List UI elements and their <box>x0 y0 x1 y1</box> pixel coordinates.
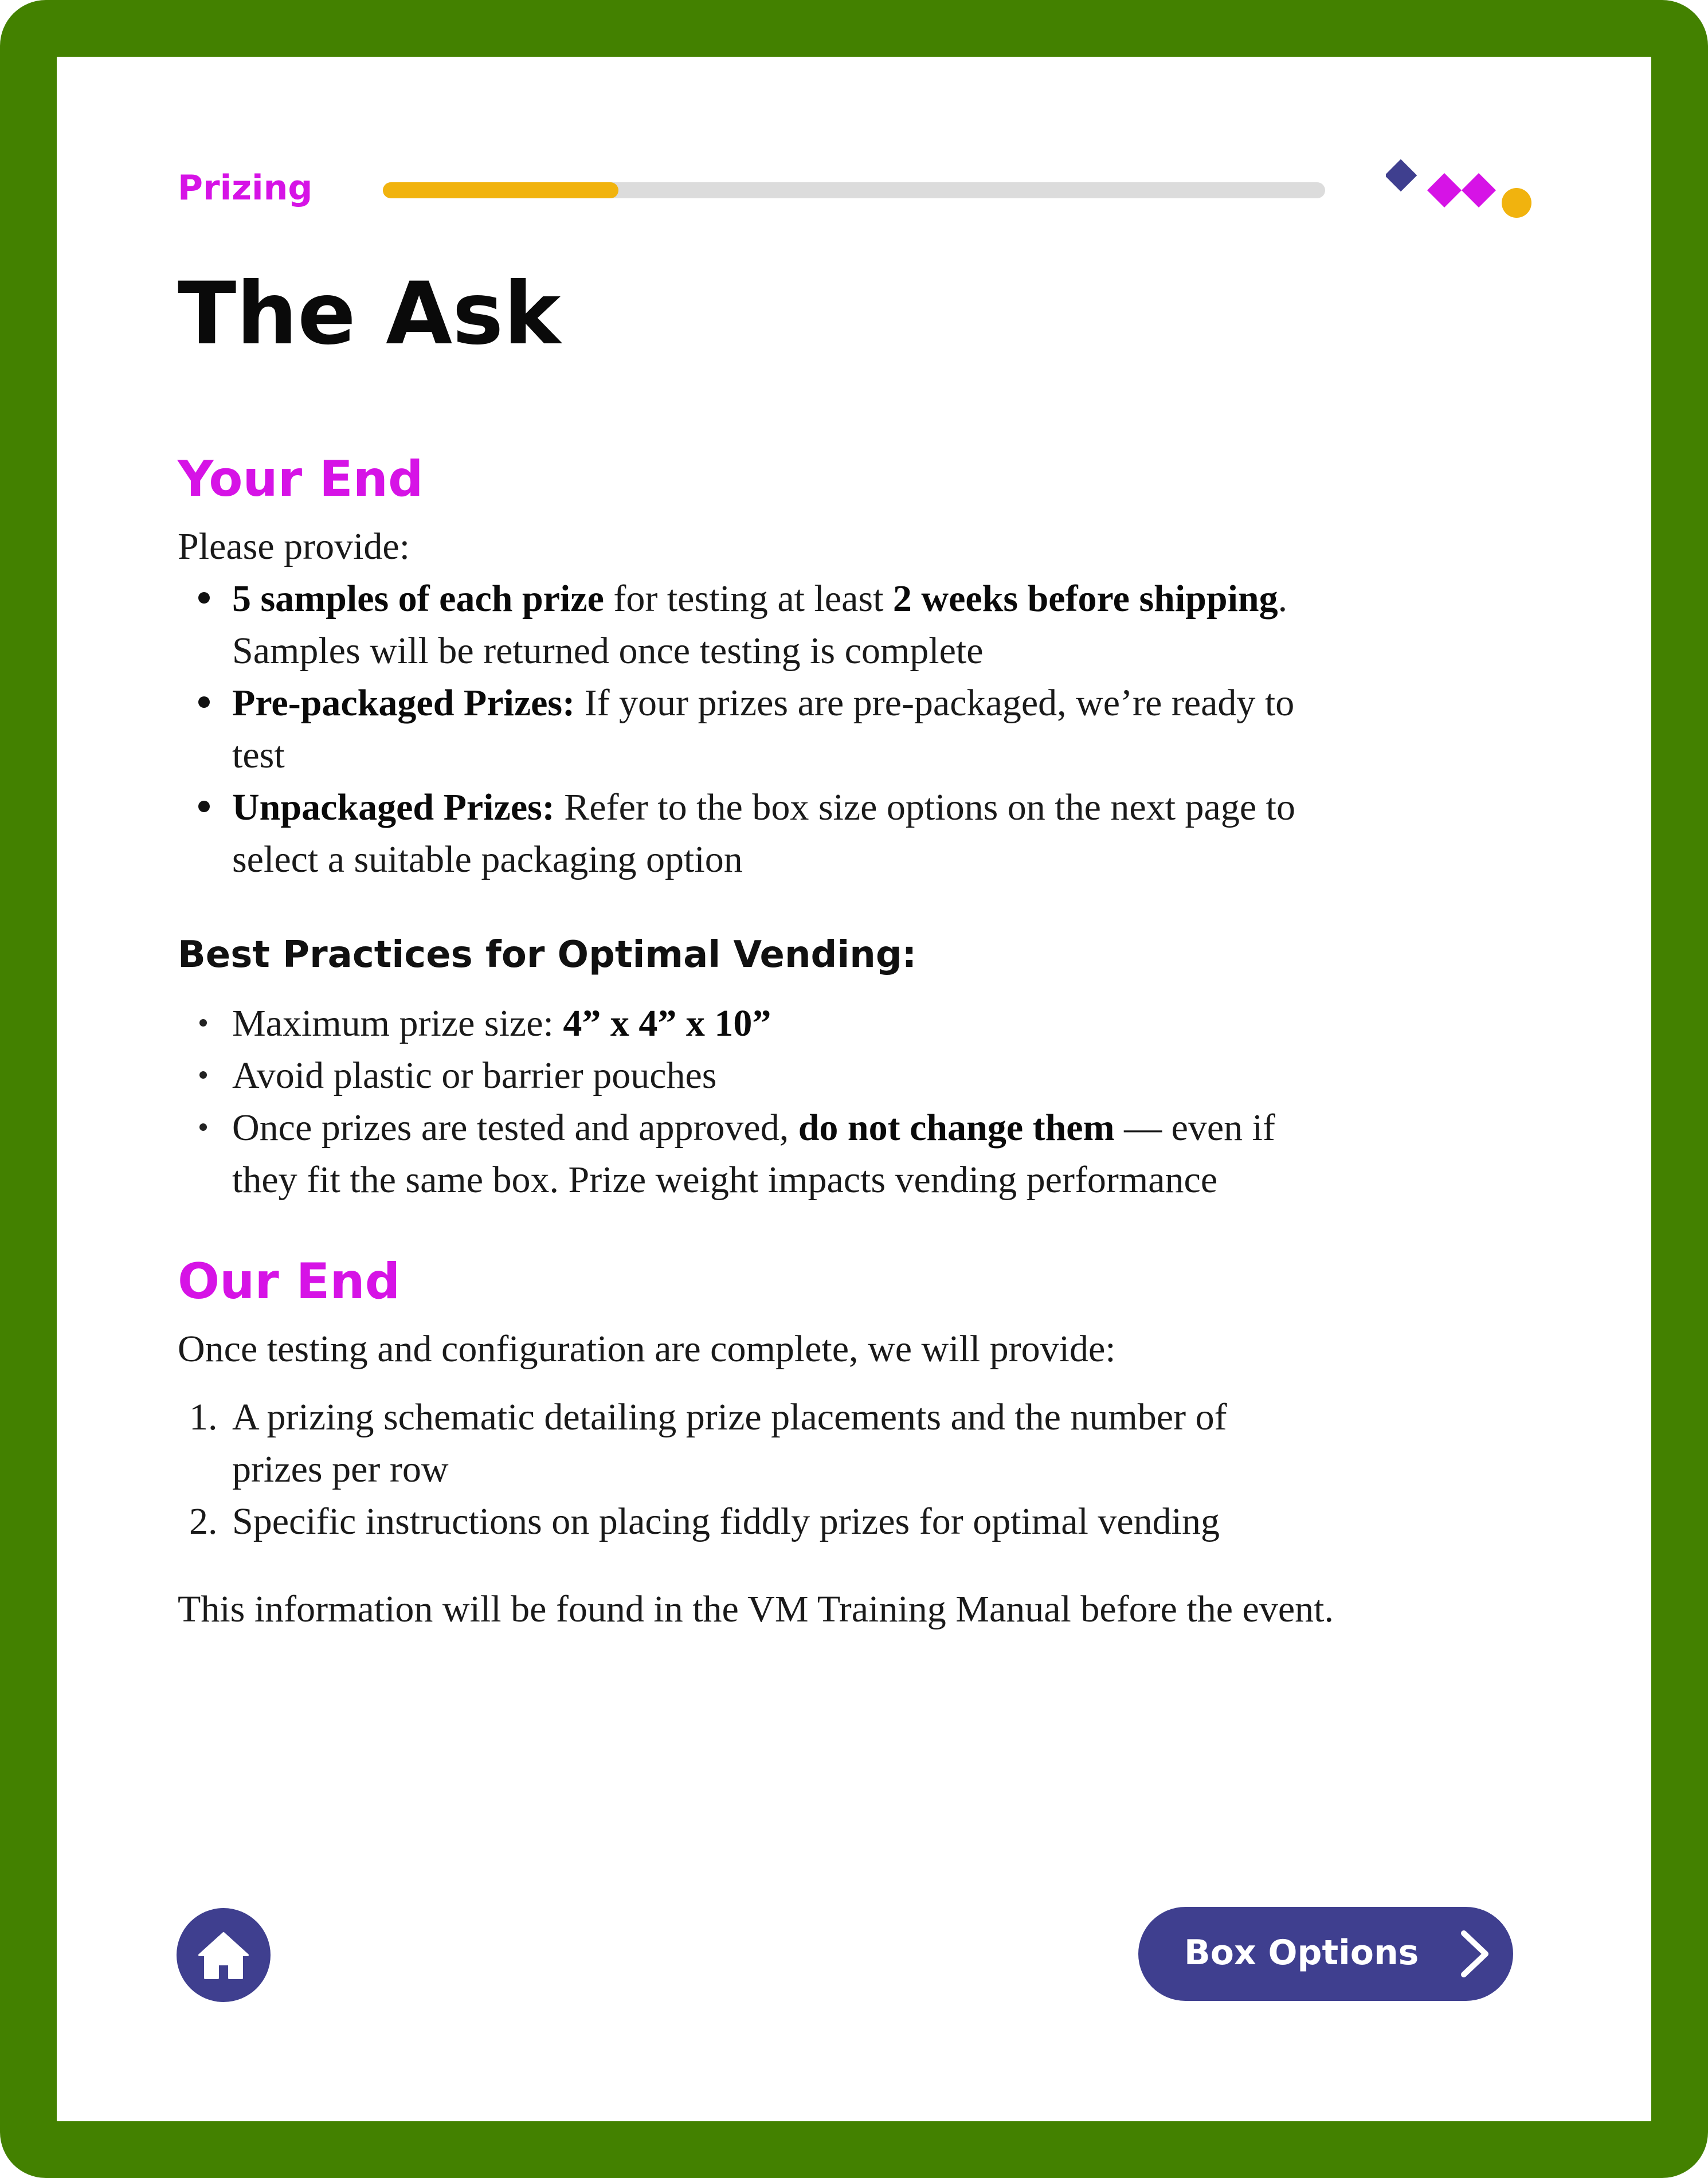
item-text: they fit the same box. Prize weight impacts vending performance <box>232 1159 1218 1201</box>
item-text: prizes per row <box>232 1448 449 1490</box>
our-end-heading: Our End <box>178 1253 401 1310</box>
item-text: Once prizes are tested and approved, <box>232 1107 798 1149</box>
item-emphasis: 2 weeks before shipping <box>892 578 1278 620</box>
list-item <box>178 573 1493 677</box>
item-text: A prizing schematic detailing prize placements and the number of <box>232 1396 1227 1438</box>
list-number: 2. <box>189 1501 218 1542</box>
item-text: Refer to the box size options on the next page to <box>554 786 1295 828</box>
best-practices-list <box>178 997 1493 1206</box>
our-end-intro: Once testing and configuration are complete, we will provide: <box>178 1328 1116 1370</box>
item-emphasis: Unpackaged Prizes: <box>232 786 555 828</box>
item-text: test <box>232 734 285 776</box>
list-item <box>178 1102 1493 1206</box>
item-text: Maximum prize size: <box>232 1002 563 1044</box>
home-button[interactable] <box>177 1908 271 2002</box>
item-text: . <box>1278 578 1288 620</box>
item-text: for testing at least <box>604 578 893 620</box>
item-text: Avoid plastic or barrier pouches <box>232 1055 717 1096</box>
your-end-heading: Your End <box>178 451 424 508</box>
list-item <box>178 997 1493 1049</box>
list-item <box>178 677 1493 781</box>
home-icon <box>197 1930 250 1980</box>
box-options-label: Box Options <box>1184 1933 1419 1973</box>
item-text: Specific instructions on placing fiddly prizes for optimal vending <box>232 1501 1220 1542</box>
list-number: 1. <box>189 1396 218 1438</box>
list-item <box>178 1049 1493 1102</box>
item-text: — even if <box>1114 1107 1275 1149</box>
brand-logo <box>1386 159 1533 222</box>
your-end-list <box>178 573 1493 886</box>
item-text: If your prizes are pre-packaged, we’re ready to <box>575 682 1295 724</box>
box-options-button[interactable] <box>1138 1907 1513 2001</box>
item-text: select a suitable packaging option <box>232 839 743 880</box>
section-label: Prizing <box>178 168 313 208</box>
item-emphasis: 5 samples of each prize <box>232 578 604 620</box>
best-practices-heading: Best Practices for Optimal Vending: <box>178 934 917 976</box>
list-item <box>178 1495 1493 1548</box>
progress-bar <box>383 182 1325 198</box>
footer-note: This information will be found in the VM Training Manual before the event. <box>178 1588 1334 1630</box>
progress-fill <box>383 182 618 198</box>
item-emphasis: Pre-packaged Prizes: <box>232 682 575 724</box>
our-end-list <box>178 1391 1493 1548</box>
your-end-intro: Please provide: <box>178 526 410 567</box>
item-emphasis: do not change them <box>798 1107 1115 1149</box>
chevron-right-icon <box>1458 1930 1492 1978</box>
page-title: The Ask <box>178 264 561 364</box>
item-text: Samples will be returned once testing is complete <box>232 630 984 672</box>
item-emphasis: 4” x 4” x 10” <box>563 1002 771 1044</box>
list-item <box>178 781 1493 886</box>
list-item <box>178 1391 1493 1495</box>
